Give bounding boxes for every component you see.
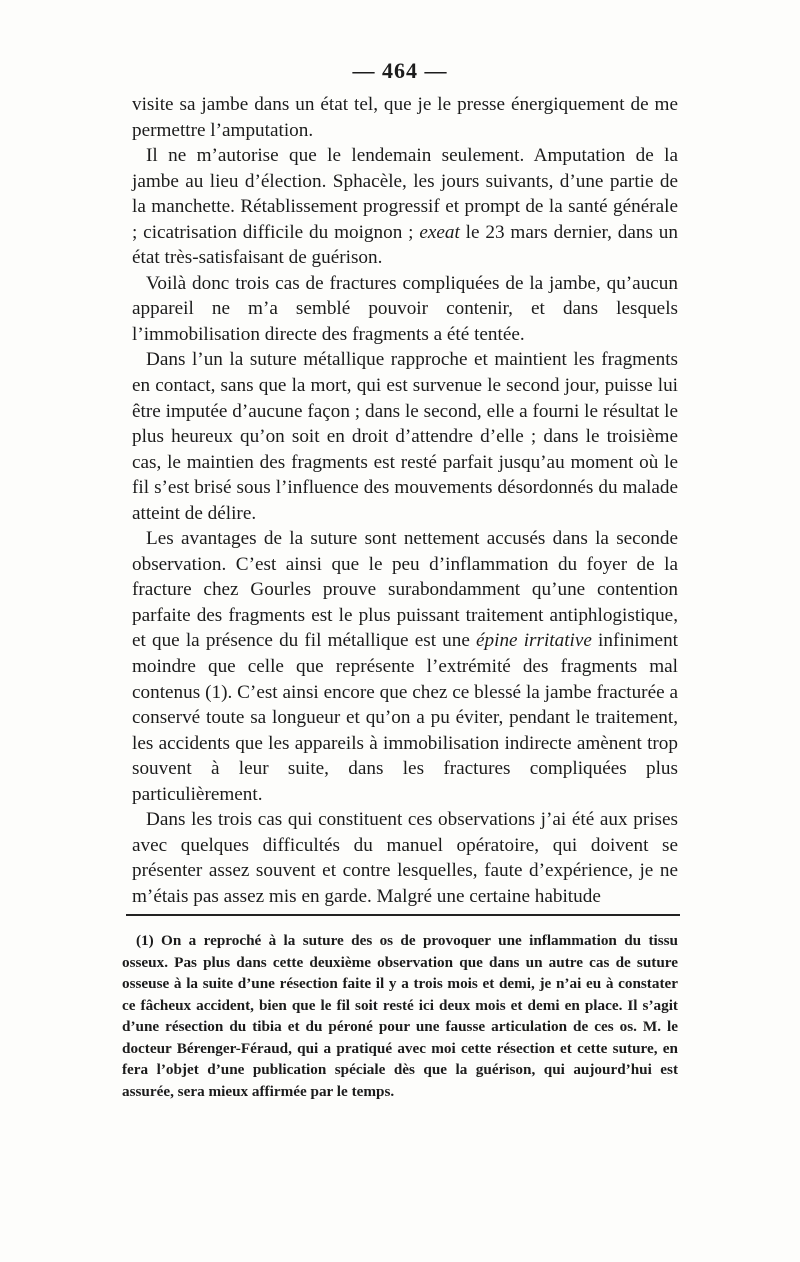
paragraph-5-part-a: Les avantages de la suture sont nettement accusés dans la seconde observation. C’est ainsi que le peu d’inflammation du foyer de la fracture chez Gourles prouve surabondamment qu’une contention parfaite des fragments est le plus puissant traitement antiphlogistique, et que la présence du fil métallique est une [132, 528, 678, 652]
paragraph-5 [132, 526, 678, 807]
body-text [132, 92, 678, 910]
paragraph-2 [132, 143, 678, 271]
paragraph-4: Dans l’un la suture métallique rapproche et maintient les fragments en contact, sans que la mort, qui est survenue le second jour, puisse lui être imputée d’aucune façon ; dans le second, elle a fourni le résultat le plus heureux qu’on soit en droit d’attendre d’elle ; dans le troisième cas, le maintien des fragments est resté parfait jusqu’au moment où le fil s’est brisé sous l’influence des mouvements désordonnés du malade atteint de délire. [132, 349, 678, 524]
footnote-divider [126, 914, 680, 916]
paragraph-2-part-b: le 23 mars dernier, dans un état très-satisfaisant de guérison. [132, 221, 678, 269]
paragraph-5-part-b: infiniment moindre que celle que représente l’extrémité des fragments mal contenus (1). C’est ainsi encore que chez ce blessé la jambe fracturée a conservé toute sa longueur et qu’on a pu éviter, pendant le traitement, les accidents que les appareils à immobilisation indirecte amènent trop souvent à leur suite, dans les fractures compliquées plus particulièrement. [132, 630, 678, 805]
page-number: — 464 — [352, 58, 448, 83]
paragraph-2-part-a: Il ne m’autorise que le lendemain seulement. Amputation de la jambe au lieu d’élection. Sphacèle, les jours suivants, d’une partie de la manchette. Rétablissement progressif et prompt de la santé générale ; cicatrisation difficile du moignon ; [132, 145, 678, 243]
footnote-text: (1) On a reproché à la suture des os de provoquer une inflammation du tissu osseux. Pas plus dans cette deuxième observation que dans un autre cas de suture osseuse à la suite d’une résection faite il y a trois mois et demi, je n’ai eu à constater ce fâcheux accident, bien que le fil soit resté ici deux mois et demi en place. Il s’agit d’une résection du tibia et du péroné pour une fausse articulation de ces os. M. le docteur Bérenger-Féraud, qui a pratiqué avec moi cette résection et cette suture, en fera l’objet d’une publication spéciale dès que la guérison, qui aujourd’hui est assurée, sera mieux affirmée par le temps. [122, 932, 678, 1100]
exeat-italic: exeat [419, 221, 460, 243]
epine-irritative-italic: épine irritative [476, 630, 592, 652]
paragraph-1: visite sa jambe dans un état tel, que je le presse énergiquement de me permettre l’amputation. [132, 94, 678, 141]
paragraph-6: Dans les trois cas qui constituent ces observations j’ai été aux prises avec quelques difficultés du manuel opératoire, qui doivent se présenter assez souvent et contre lesquelles, faute d’expérience, je ne m’étais pas assez mis en garde. Malgré une certaine habitude [132, 809, 678, 907]
footnote [122, 930, 678, 1102]
paragraph-3: Voilà donc trois cas de fractures compliquées de la jambe, qu’aucun appareil ne m’a semblé pouvoir contenir, et dans lesquels l’immobilisation directe des fragments a été tentée. [132, 272, 678, 345]
